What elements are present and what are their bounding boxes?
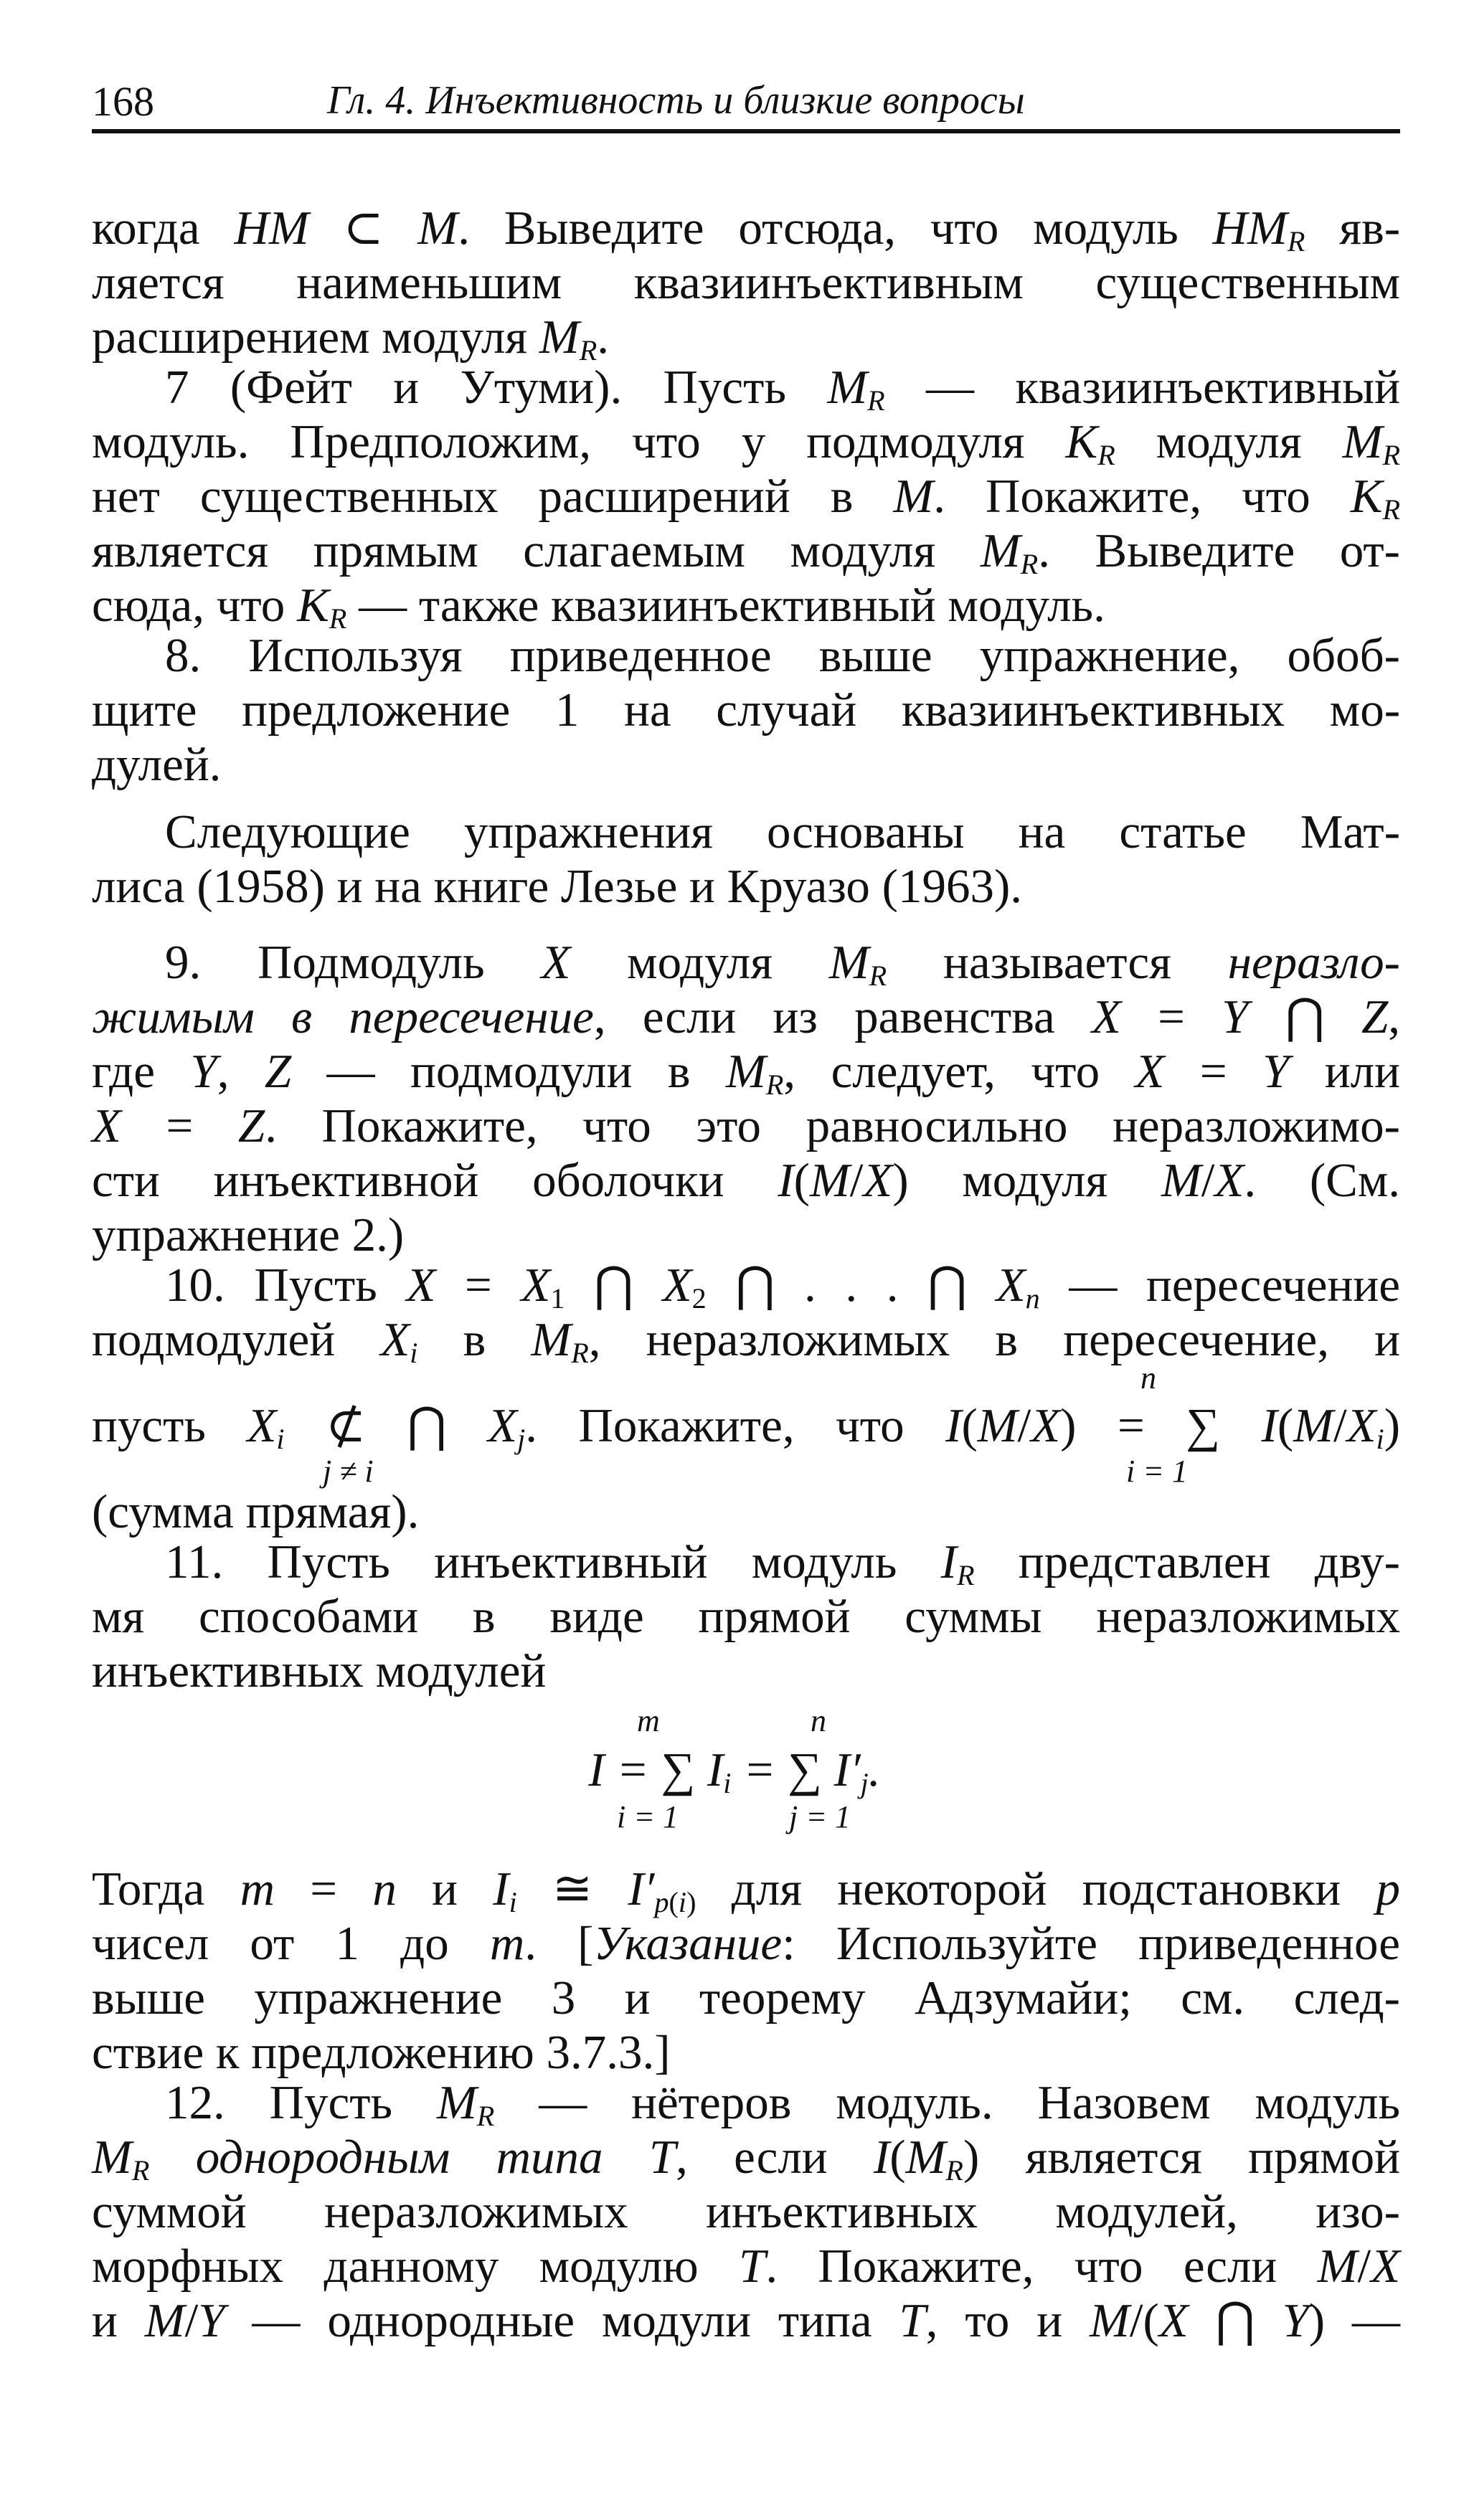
text-line: 11. Пусть инъективный модуль $I_R$ представлен дву- [165, 1535, 1400, 1592]
text-line: инъективных модулей [92, 1644, 547, 1697]
text-line: является прямым слагаемым модуля $M_R$. Выведите от- [92, 524, 1400, 581]
sum-upper-limit: n [1140, 1360, 1156, 1396]
text-line: где Y, Z — подмодули в $M_R$, следует, что X = Y или [92, 1045, 1400, 1102]
text-line: сюда, что $K_R$ — также квазиинъективный модуль. [92, 579, 1105, 635]
text-line: подмодулей $X_i$ в $M_R$, неразложимых в пересечение, и [92, 1313, 1400, 1370]
text-line: пусть $X_i$ ⊄ ⋂ $X_j$. Покажите, что I(M/X) = ∑ $I(M/X_i)$ [92, 1399, 1400, 1456]
text-line: нет существенных расширений в M. Покажите, что $K_R$ [92, 470, 1400, 526]
running-title: Гл. 4. Инъективность и близкие вопросы [327, 78, 1025, 123]
eq-sum2-lower: j = 1 [789, 1799, 851, 1834]
sum-lower-limit: i = 1 [1126, 1454, 1188, 1489]
text-line: упражнение 2.) [92, 1208, 405, 1261]
text-line: суммой неразложимых инъективных модулей, изо- [92, 2185, 1400, 2238]
display-equation: I = ∑ $I_i$ = ∑ $I'_j$. [588, 1743, 881, 1800]
text-line: мя способами в виде прямой суммы неразложимых [92, 1590, 1400, 1643]
text-line: лиса (1958) и на книге Лезье и Круазо (1963). [92, 860, 1023, 913]
text-line: ляется наименьшим квазиинъективным существенным [92, 256, 1400, 309]
text-line: ствие к предложению 3.7.3.] [92, 2026, 671, 2079]
text-line: расширением модуля $M_R$. [92, 311, 609, 367]
page-header [92, 72, 1400, 133]
text-line: жимым в пересечение, если из равенства X = Y ⋂ Z, [92, 990, 1401, 1043]
text-line: сти инъективной оболочки I(M/X) модуля M/X. (См. [92, 1154, 1400, 1207]
text-line: морфных данному модулю T. Покажите, что если M/X [92, 2240, 1400, 2293]
text-line: (сумма прямая). [92, 1485, 420, 1538]
text-line: 10. Пусть $X = X_1$ ⋂ $X_2$ ⋂ . . . ⋂ $X_n$ — пересечение [165, 1259, 1400, 1315]
text-line: $M_R$ однородным типа T, если $I(M_R)$ является прямой [92, 2131, 1401, 2187]
eq-sum1-upper: m [637, 1703, 660, 1738]
text-line: выше упражнение 3 и теорему Адзумайи; см. след- [92, 1971, 1400, 2024]
page-number: 168 [92, 78, 154, 125]
text-line: чисел от 1 до m. [Указание: Используйте приведенное [92, 1917, 1401, 1970]
text-line: и M/Y — однородные модули типа T, то и M/(X ⋂ Y) — [92, 2294, 1400, 2347]
text-line: 7 (Фейт и Утуми). Пусть $M_R$ — квазиинъективный [165, 361, 1400, 417]
text-line: Следующие упражнения основаны на статье Мат- [165, 805, 1400, 858]
text-line: 8. Используя приведенное выше упражнение, обоб- [165, 629, 1400, 682]
text-line: когда HM ⊂ M. Выведите отсюда, что модуль $HM_R$ яв- [92, 202, 1401, 258]
eq-sum1-lower: i = 1 [617, 1799, 679, 1834]
text-line: 12. Пусть $M_R$ — нётеров модуль. Назовем модуль [165, 2076, 1400, 2133]
text-line: дулей. [92, 738, 222, 791]
text-line: модуль. Предположим, что у подмодуля $K_R$ модуля $M_R$ [92, 415, 1400, 472]
text-line: щите предложение 1 на случай квазиинъективных мо- [92, 683, 1400, 736]
text-line: 9. Подмодуль X модуля $M_R$ называется неразло- [165, 936, 1400, 993]
eq-sum2-upper: n [811, 1703, 826, 1738]
text-line: X = Z. Покажите, что это равносильно неразложимо- [92, 1099, 1400, 1152]
text-line: Тогда m = n и $I_i$ ≅ $I'_{p(i)}$ для некоторой подстановки p [92, 1862, 1401, 1919]
intersection-index: j ≠ i [323, 1454, 374, 1489]
